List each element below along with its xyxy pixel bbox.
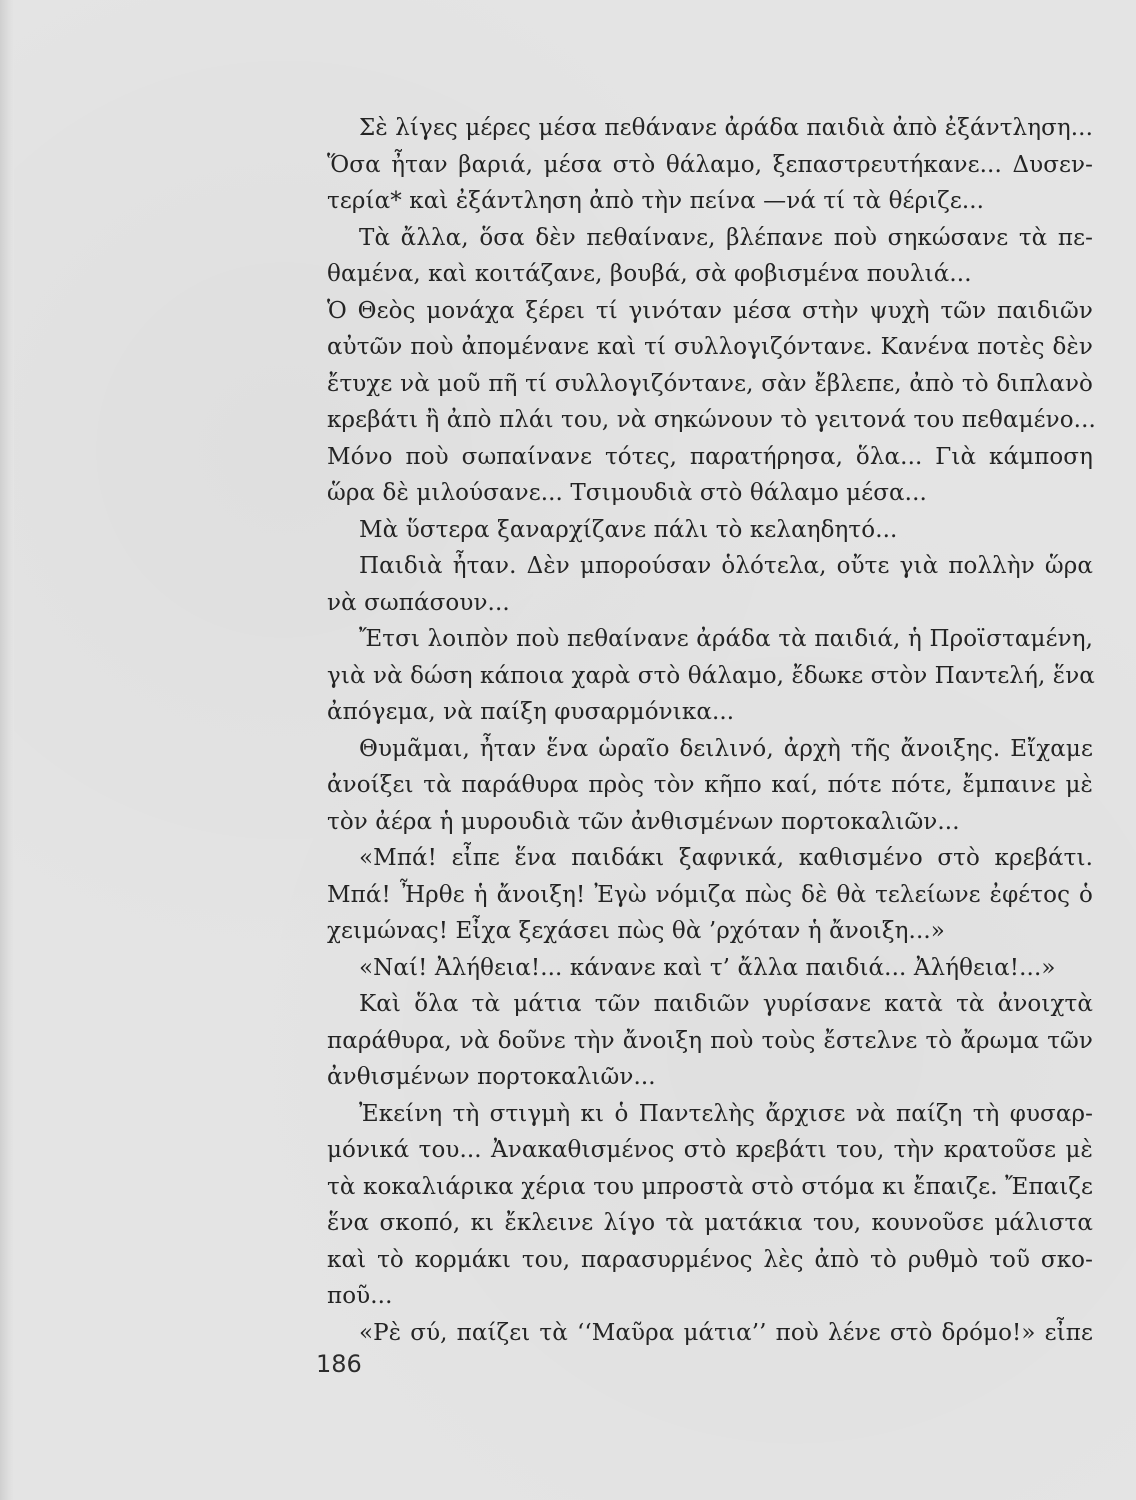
text-line: τὸν ἀέρα ἡ μυρουδιὰ τῶν ἀνθισμένων πορτοκαλιῶν... (327, 808, 960, 835)
text-line: ἕνα σκοπό, κι ἔκλεινε λίγο τὰ ματάκια του, κουνοῦσε μάλιστα (327, 1210, 1093, 1236)
text-line: τὰ κοκαλιάρικα χέρια του μπροστὰ στὸ στόμα κι ἔπαιζε. Ἔπαιζε (327, 1173, 1093, 1200)
text-line: Ὁ Θεὸς μονάχα ξέρει τί γινόταν μέσα στὴν ψυχὴ τῶν παιδιῶν (327, 297, 1093, 324)
text-line: ἔτυχε νὰ μοῦ πῆ τί συλλογιζόντανε, σὰν ἔβλεπε, ἀπὸ τὸ διπλανὸ (327, 370, 1093, 397)
text-line: Ὅσα ἦταν βαριά, μέσα στὸ θάλαμο, ξεπαστρευτήκανε... Δυσεν- (327, 151, 1093, 178)
page-number: 186 (316, 1350, 362, 1378)
text-line: Μπά! Ἦρθε ἡ ἄνοιξη! Ἐγὼ νόμιζα πὼς δὲ θὰ τελείωνε ἐφέτος ὁ (327, 881, 1093, 908)
text-line: ἀνοίξει τὰ παράθυρα πρὸς τὸν κῆπο καί, πότε πότε, ἔμπαινε μὲ (327, 772, 1093, 798)
text-line: τερία* καὶ ἐξάντληση ἀπὸ τὴν πείνα —νά τί τὰ θέριζε... (327, 188, 985, 214)
text-line: κρεβάτι ἢ ἀπὸ πλάι του, νὰ σηκώνουν τὸ γειτονά του πεθαμένο... (327, 407, 1096, 433)
text-line: ὥρα δὲ μιλούσανε... Τσιμουδιὰ στὸ θάλαμο μέσα... (327, 480, 927, 506)
text-line: Ἐκείνη τὴ στιγμὴ κι ὁ Παντελὴς ἄρχισε νὰ παίζη τὴ φυσαρ- (359, 1100, 1093, 1127)
text-line: νὰ σωπάσουν... (327, 589, 510, 616)
text-line: καὶ τὸ κορμάκι του, παρασυρμένος λὲς ἀπὸ τὸ ρυθμὸ τοῦ σκο- (327, 1246, 1093, 1273)
text-line: Ἔτσι λοιπὸν ποὺ πεθαίνανε ἀράδα τὰ παιδιά, ἡ Προϊσταμένη, (359, 626, 1093, 652)
text-line: ἀπόγεμα, νὰ παίξη φυσαρμόνικα... (327, 699, 735, 725)
text-line: Τὰ ἄλλα, ὅσα δὲν πεθαίνανε, βλέπανε ποὺ σηκώσανε τὰ πε- (359, 224, 1093, 251)
text-line: Θυμᾶμαι, ἦταν ἕνα ὡραῖο δειλινό, ἀρχὴ τῆς ἄνοιξης. Εἴχαμε (359, 735, 1093, 762)
text-line: Σὲ λίγες μέρες μέσα πεθάνανε ἀράδα παιδιὰ ἀπὸ ἐξάντληση... (359, 115, 1093, 141)
text-line: παράθυρα, νὰ δοῦνε τὴν ἄνοιξη ποὺ τοὺς ἔστελνε τὸ ἄρωμα τῶν (327, 1027, 1093, 1054)
text-line: Μὰ ὕστερα ξαναρχίζανε πάλι τὸ κελαηδητό... (359, 516, 898, 543)
body-text (327, 110, 1096, 1351)
text-line: αὐτῶν ποὺ ἀπομένανε καὶ τί συλλογιζόντανε. Κανένα ποτὲς δὲν (327, 334, 1093, 360)
text-line: «Ναί! Ἀλήθεια!... κάνανε καὶ τ’ ἄλλα παιδιά... Ἀλήθεια!...» (359, 954, 1056, 981)
text-line: γιὰ νὰ δώση κάποια χαρὰ στὸ θάλαμο, ἔδωκε στὸν Παντελή, ἕνα (327, 662, 1095, 689)
text-line: θαμένα, καὶ κοιτάζανε, βουβά, σὰ φοβισμένα πουλιά... (327, 261, 972, 287)
text-line: Καὶ ὅλα τὰ μάτια τῶν παιδιῶν γυρίσανε κατὰ τὰ ἀνοιχτὰ (359, 991, 1093, 1017)
text-line: «Μπά! εἶπε ἕνα παιδάκι ξαφνικά, καθισμένο στὸ κρεβάτι. (359, 845, 1093, 871)
text-line: χειμώνας! Εἶχα ξεχάσει πὼς θὰ ’ρχόταν ἡ ἄνοιξη...» (327, 918, 945, 944)
text-line: ἀνθισμένων πορτοκαλιῶν... (327, 1064, 656, 1090)
text-line: Μόνο ποὺ σωπαίνανε τότες, παρατήρησα, ὅλα... Γιὰ κάμποση (327, 443, 1093, 470)
text-line: Παιδιὰ ἦταν. Δὲν μπορούσαν ὁλότελα, οὔτε γιὰ πολλὴν ὥρα (359, 553, 1093, 579)
text-line: «Ρὲ σύ, παίζει τὰ ‘‘Μαῦρα μάτια’’ ποὺ λένε στὸ δρόμο!» εἶπε (359, 1319, 1093, 1346)
text-line: ποῦ... (327, 1283, 393, 1309)
text-line: μόνικά του... Ἀνακαθισμένος στὸ κρεβάτι του, τὴν κρατοῦσε μὲ (327, 1137, 1093, 1163)
page-edge-shadow (0, 0, 14, 1500)
